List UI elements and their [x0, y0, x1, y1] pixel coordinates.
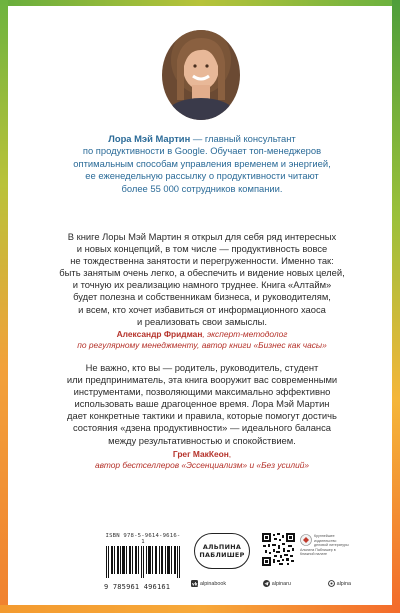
reviewer-role: автор бестселлеров «Эссенциализм» и «Без усилий» — [94, 460, 310, 470]
svg-text:vk: vk — [192, 581, 198, 587]
qr-code-icon — [262, 533, 295, 566]
award-icon — [300, 534, 312, 546]
reviewer-role: , эксперт-методолог — [202, 329, 288, 339]
review-mckeown — [48, 362, 356, 447]
review-line: и точную их реализацию намного труднее. Книга «Алтайм» — [72, 279, 332, 291]
isbn: ISBN 978-5-9614-9616-1 — [105, 533, 181, 545]
review-line: и реализовать свои замыслы. — [136, 315, 268, 327]
bottom-color-edge — [0, 605, 400, 613]
barcode-block — [104, 533, 182, 591]
review-line: или предприниматель, эта книга вооружит вас современными — [66, 374, 338, 386]
publisher-name-line2: ПАБЛИШЕР — [199, 551, 245, 559]
bio-line1: — главный консультант — [190, 133, 296, 144]
review-line: и всем, кто хочет избавиться от информационного хаоса — [78, 303, 326, 315]
author-photo — [162, 30, 240, 120]
review-line: использовать ваше драгоценное время. Лора Мэй Мартин — [74, 398, 330, 410]
signature-mckeown — [42, 449, 362, 471]
telegram-icon — [263, 580, 270, 587]
review-line: и новых концепций, в том числе — продуктивность вовсе — [76, 243, 328, 255]
award-text: Крупнейшее издательство деловой литературы Альпина Паблишер в Книжной палате — [300, 534, 349, 557]
social-links — [191, 580, 351, 587]
barcode-number: 9 785961 496161 — [104, 583, 171, 591]
author-name: Лора Мэй Мартин — [108, 133, 191, 144]
review-line: быть занятым очень легко, а обеспечить и видение новых целей, — [59, 267, 345, 279]
review-line: между результативностью и спокойствием. — [108, 434, 296, 446]
social-label: alpinabook — [200, 580, 227, 587]
review-line: В книге Лоры Мэй Мартин я открыл для себя ряд интересных — [67, 231, 337, 242]
social-alpina[interactable] — [328, 580, 351, 587]
social-telegram[interactable] — [263, 580, 291, 587]
review-line: состояния «дзена продуктивности» — идеального баланса — [73, 422, 331, 434]
reviewer-comma: , — [228, 449, 232, 459]
bio-line2: по продуктивности в Google. Обучает топ-менеджеров — [82, 145, 322, 157]
vk-icon — [191, 580, 198, 587]
review-line: не тождественна занятости и перегруженности. Именно так: — [70, 255, 334, 267]
social-vk[interactable] — [191, 580, 226, 587]
left-color-edge — [0, 0, 8, 613]
right-color-edge — [392, 0, 400, 613]
bio-line4: ее еженедельную рассылку о продуктивности читают — [85, 170, 319, 182]
barcode-icon — [104, 546, 182, 578]
reviewer-name: Грег МакКеон — [172, 449, 229, 459]
publisher-logo — [194, 533, 250, 569]
alpina-icon — [328, 580, 335, 587]
review-line: будет полезна и собственникам бизнеса, и руководителям, — [73, 291, 331, 303]
social-label: alpina — [336, 580, 351, 587]
award-block — [300, 534, 350, 557]
review-line: дает конкретные тактики и правила, которые помогут достичь — [67, 410, 337, 422]
signature-friedman — [42, 329, 362, 351]
review-friedman — [52, 231, 352, 328]
social-label: alpinaru — [271, 580, 291, 587]
back-cover — [8, 6, 392, 605]
review-line: Не важно, кто вы — родитель, руководитель, студент — [85, 362, 319, 373]
review-line: инструментами, позволяющими максимально эффективно — [73, 386, 331, 398]
reviewer-name: Александр Фридман — [116, 329, 203, 339]
reviewer-role-line2: по регулярному менеджменту, автор книги «Бизнес как часы» — [77, 340, 327, 350]
publisher-name-line1: АЛЬПИНА — [202, 543, 242, 551]
author-bio — [52, 133, 352, 195]
bio-line5: более 55 000 сотрудников компании. — [121, 182, 283, 194]
bio-line3: оптимальным способам управления временем и энергией, — [73, 157, 331, 169]
